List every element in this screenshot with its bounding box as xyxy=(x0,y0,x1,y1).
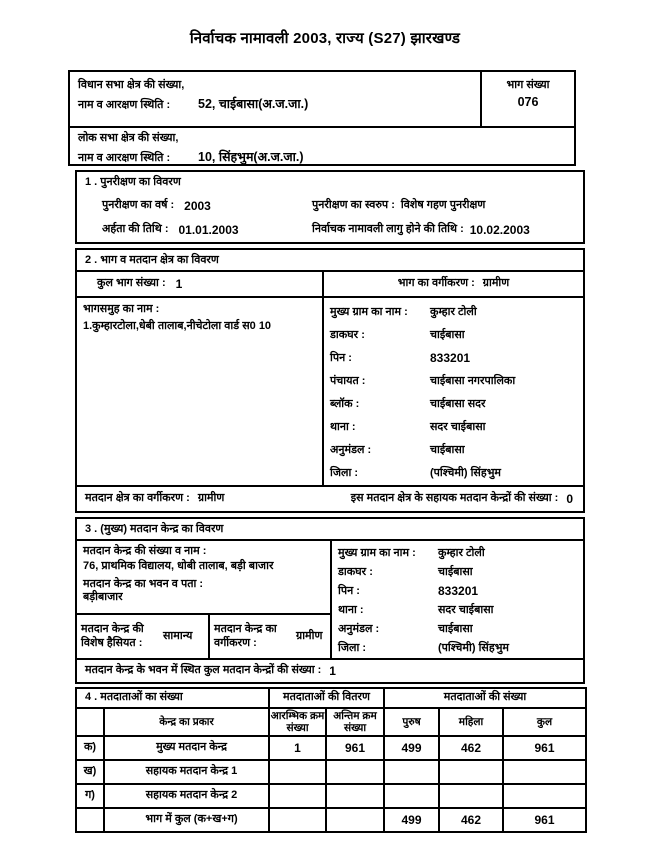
station-number-name-value: 76, प्राथमिक विद्यालय, धोबी तालाब, बड़ी बाजार xyxy=(83,559,274,572)
auxiliary-stations-value: 0 xyxy=(566,491,573,506)
total-parts-value: 1 xyxy=(175,276,183,291)
row-start-serial xyxy=(269,808,326,832)
part-number-label: भाग संख्या xyxy=(506,79,550,91)
main-village-label: मुख्य ग्राम का नाम : xyxy=(330,305,408,318)
stations-in-building-row xyxy=(77,658,583,682)
police-station-value: सदर चाईबासा xyxy=(430,420,486,433)
section-revision-details xyxy=(75,170,585,244)
station-status-row xyxy=(77,613,330,658)
row-start-serial: 1 xyxy=(269,736,326,760)
end-serial-col-header: अन्तिम क्रम संख्या xyxy=(326,708,384,736)
row-female-count xyxy=(439,760,503,784)
field-row-pin xyxy=(330,347,583,370)
row-end-serial xyxy=(326,808,384,832)
station-classification-label-line2: का वर्गीकरण : xyxy=(214,622,277,649)
polling-station-main xyxy=(77,541,583,658)
subdivision-value: चाईबासा xyxy=(430,443,465,456)
polling-station-fields xyxy=(332,541,583,658)
assembly-constituency-label-line2: नाम व आरक्षण स्थिति : xyxy=(78,98,171,111)
row-end-serial xyxy=(326,784,384,808)
pin-value: 833201 xyxy=(430,351,471,365)
section2-heading: 2 . भाग व मतदान क्षेत्र का विवरण xyxy=(77,250,583,272)
field-row-panchayat xyxy=(330,370,583,393)
area-classification-row xyxy=(77,485,583,511)
field-row-district xyxy=(338,639,583,658)
station-classification-value: ग्रामीण xyxy=(296,629,323,642)
part-group-label: भागसमुह का नाम : xyxy=(83,303,160,315)
distribution-header: मतदाताओं की वितरण xyxy=(269,688,384,708)
district-value: (पश्चिमी) सिंहभुम xyxy=(438,641,510,654)
district-label: जिला : xyxy=(330,466,359,479)
row-total-count: 961 xyxy=(503,736,586,760)
pin-value: 833201 xyxy=(438,584,479,598)
station-classification-label-line1: मतदान केन्द्र xyxy=(214,622,263,635)
row-male-count: 499 xyxy=(384,736,439,760)
row-station-type: मुख्य मतदान केन्द्र xyxy=(104,736,269,760)
table-row-aux-station-1 xyxy=(76,760,586,784)
assembly-constituency-value: 52, चाईबासा(अ.ज.जा.) xyxy=(198,96,309,111)
loksabha-constituency-row xyxy=(70,128,574,164)
qualifying-date-label: अर्हता की तिथि : xyxy=(102,222,169,235)
area-classification-label: मतदान क्षेत्र का वर्गीकरण : xyxy=(85,492,190,505)
section3-heading: 3 . (मुख्य) मतदान केन्द्र का विवरण xyxy=(77,519,583,541)
serial-col-header xyxy=(76,708,104,736)
constituency-header-box xyxy=(68,70,576,166)
field-row-main-village xyxy=(330,301,583,324)
station-building-value: बड़ीबाजार xyxy=(83,591,123,604)
part-area-fields xyxy=(324,298,583,485)
row-female-count xyxy=(439,784,503,808)
block-label: ब्लॉक : xyxy=(330,397,360,410)
part-classification-value: ग्रामीण xyxy=(482,277,510,290)
post-office-value: चाईबासा xyxy=(438,565,473,578)
revision-year-value: 2003 xyxy=(184,198,211,213)
row-end-serial: 961 xyxy=(326,736,384,760)
auxiliary-stations-label: इस मतदान क्षेत्र के सहायक मतदान केन्द्रों की संख्या : xyxy=(350,491,559,504)
loksabha-constituency-label-line2: नाम व आरक्षण स्थिति : xyxy=(78,151,171,164)
subdivision-label: अनुमंडल : xyxy=(330,443,372,456)
part-classification-label: भाग का वर्गीकरण : xyxy=(397,277,475,290)
pin-label: पिन : xyxy=(330,351,352,364)
row-station-type: भाग में कुल (क+ख+ग) xyxy=(104,808,269,832)
field-row-subdivision xyxy=(338,620,583,639)
row-serial: ग) xyxy=(76,784,104,808)
row-end-serial xyxy=(326,760,384,784)
field-row-pin xyxy=(338,582,583,601)
row-station-type: सहायक मतदान केन्द्र 2 xyxy=(104,784,269,808)
row-serial: क) xyxy=(76,736,104,760)
assembly-constituency-row xyxy=(70,72,574,128)
electors-count-header: मतदाताओं की संख्या xyxy=(384,688,586,708)
special-status-label-line1: मतदान केन्द्र की xyxy=(81,622,144,635)
part-number-cell xyxy=(480,72,574,126)
effective-date-value: 10.02.2003 xyxy=(469,222,530,237)
subdivision-value: चाईबासा xyxy=(438,622,473,635)
row-start-serial xyxy=(269,784,326,808)
row-total-count: 961 xyxy=(503,808,586,832)
section4-heading: 4 . मतदाताओं का संख्या xyxy=(76,688,269,708)
area-classification-value: ग्रामीण xyxy=(197,492,225,505)
row-serial xyxy=(76,808,104,832)
main-village-value: कुम्हार टोली xyxy=(430,305,477,318)
qualifying-date-row xyxy=(77,218,583,242)
main-village-label: मुख्य ग्राम का नाम : xyxy=(338,546,416,559)
part-number-value: 076 xyxy=(517,94,539,109)
table-row-aux-station-2 xyxy=(76,784,586,808)
assembly-constituency-label-line1: विधान सभा क्षेत्र की संख्या, xyxy=(78,79,185,91)
female-col-header: महिला xyxy=(439,708,503,736)
field-row-post-office xyxy=(338,563,583,582)
revision-year-label: पुनरीक्षण का वर्ष : xyxy=(102,198,175,211)
total-parts-row xyxy=(77,272,583,298)
station-type-col-header: केन्द्र का प्रकार xyxy=(104,708,269,736)
field-row-police-station xyxy=(330,416,583,439)
row-male-count: 499 xyxy=(384,808,439,832)
stations-in-building-label: मतदान केन्द्र के भवन में स्थित कुल मतदान केन्द्रों की संख्या : xyxy=(85,664,322,677)
post-office-label: डाकघर : xyxy=(330,328,365,341)
station-classification-cell xyxy=(210,615,330,658)
station-special-status-cell xyxy=(77,615,210,658)
stations-in-building-value: 1 xyxy=(329,663,336,678)
total-col-header: कुल xyxy=(503,708,586,736)
field-row-block xyxy=(330,393,583,416)
part-group-cell xyxy=(77,298,324,485)
section-part-area-details xyxy=(75,248,585,513)
panchayat-label: पंचायत : xyxy=(330,374,366,387)
table-column-header-row xyxy=(76,708,586,736)
field-row-post-office xyxy=(330,324,583,347)
block-value: चाईबासा सदर xyxy=(430,397,486,410)
subdivision-label: अनुमंडल : xyxy=(338,622,380,635)
police-station-value: सदर चाईबासा xyxy=(438,603,494,616)
police-station-label: थाना : xyxy=(338,603,364,616)
revision-type-value: विशेष गहण पुनरीक्षण xyxy=(400,199,486,212)
revision-year-row xyxy=(77,194,583,218)
qualifying-date-value: 01.01.2003 xyxy=(178,222,239,237)
station-building-label: मतदान केन्द्र का भवन व पता : xyxy=(83,577,204,590)
row-start-serial xyxy=(269,760,326,784)
police-station-label: थाना : xyxy=(330,420,356,433)
row-male-count xyxy=(384,760,439,784)
total-parts-label: कुल भाग संख्या : xyxy=(97,277,166,290)
male-col-header: पुरुष xyxy=(384,708,439,736)
field-row-main-village xyxy=(338,544,583,563)
post-office-label: डाकघर : xyxy=(338,565,373,578)
row-female-count: 462 xyxy=(439,736,503,760)
field-row-police-station xyxy=(338,601,583,620)
pin-label: पिन : xyxy=(338,584,360,597)
page-title: निर्वाचक नामावली 2003, राज्य (S27) झारखण्ड xyxy=(189,30,461,47)
table-row-main-station xyxy=(76,736,586,760)
table-row-part-total xyxy=(76,808,586,832)
district-label: जिला : xyxy=(338,641,367,654)
row-serial: ख) xyxy=(76,760,104,784)
row-total-count xyxy=(503,784,586,808)
special-status-value: सामान्य xyxy=(163,629,193,642)
part-area-main xyxy=(77,298,583,485)
row-male-count xyxy=(384,784,439,808)
main-village-value: कुम्हार टोली xyxy=(438,546,485,559)
revision-type-label: पुनरीक्षण का स्वरुप : xyxy=(312,199,395,212)
start-serial-col-header: आरम्भिक क्रम संख्या xyxy=(270,709,325,734)
section1-heading: 1 . पुनरीक्षण का विवरण xyxy=(85,176,181,188)
post-office-value: चाईबासा xyxy=(430,328,465,341)
assembly-constituency-cell xyxy=(70,72,480,126)
part-group-value: 1.कुम्हारटोला,धेबी तालाब,नीचेटोला वार्ड स0 10 xyxy=(83,319,272,332)
section-polling-station-details xyxy=(75,517,585,684)
district-value: (पश्चिमी) सिंहभुम xyxy=(430,466,502,479)
loksabha-constituency-label-line1: लोक सभा क्षेत्र की संख्या, xyxy=(78,132,179,144)
row-station-type: सहायक मतदान केन्द्र 1 xyxy=(104,760,269,784)
panchayat-value: चाईबासा नगरपालिका xyxy=(430,374,516,387)
loksabha-constituency-value: 10, सिंहभुम(अ.ज.जा.) xyxy=(198,149,304,164)
polling-station-left-column xyxy=(77,541,332,658)
table-group-header-row xyxy=(76,688,586,708)
special-status-label-line2: विशेष हैसियत : xyxy=(81,636,143,649)
row-total-count xyxy=(503,760,586,784)
effective-date-label: निर्वाचक नामावली लागु होने की तिथि : xyxy=(312,222,464,235)
row-female-count: 462 xyxy=(439,808,503,832)
field-row-subdivision xyxy=(330,439,583,462)
electors-count-table xyxy=(75,687,587,833)
station-number-name-label: मतदान केन्द्र की संख्या व नाम : xyxy=(83,545,207,557)
field-row-district xyxy=(330,462,583,485)
